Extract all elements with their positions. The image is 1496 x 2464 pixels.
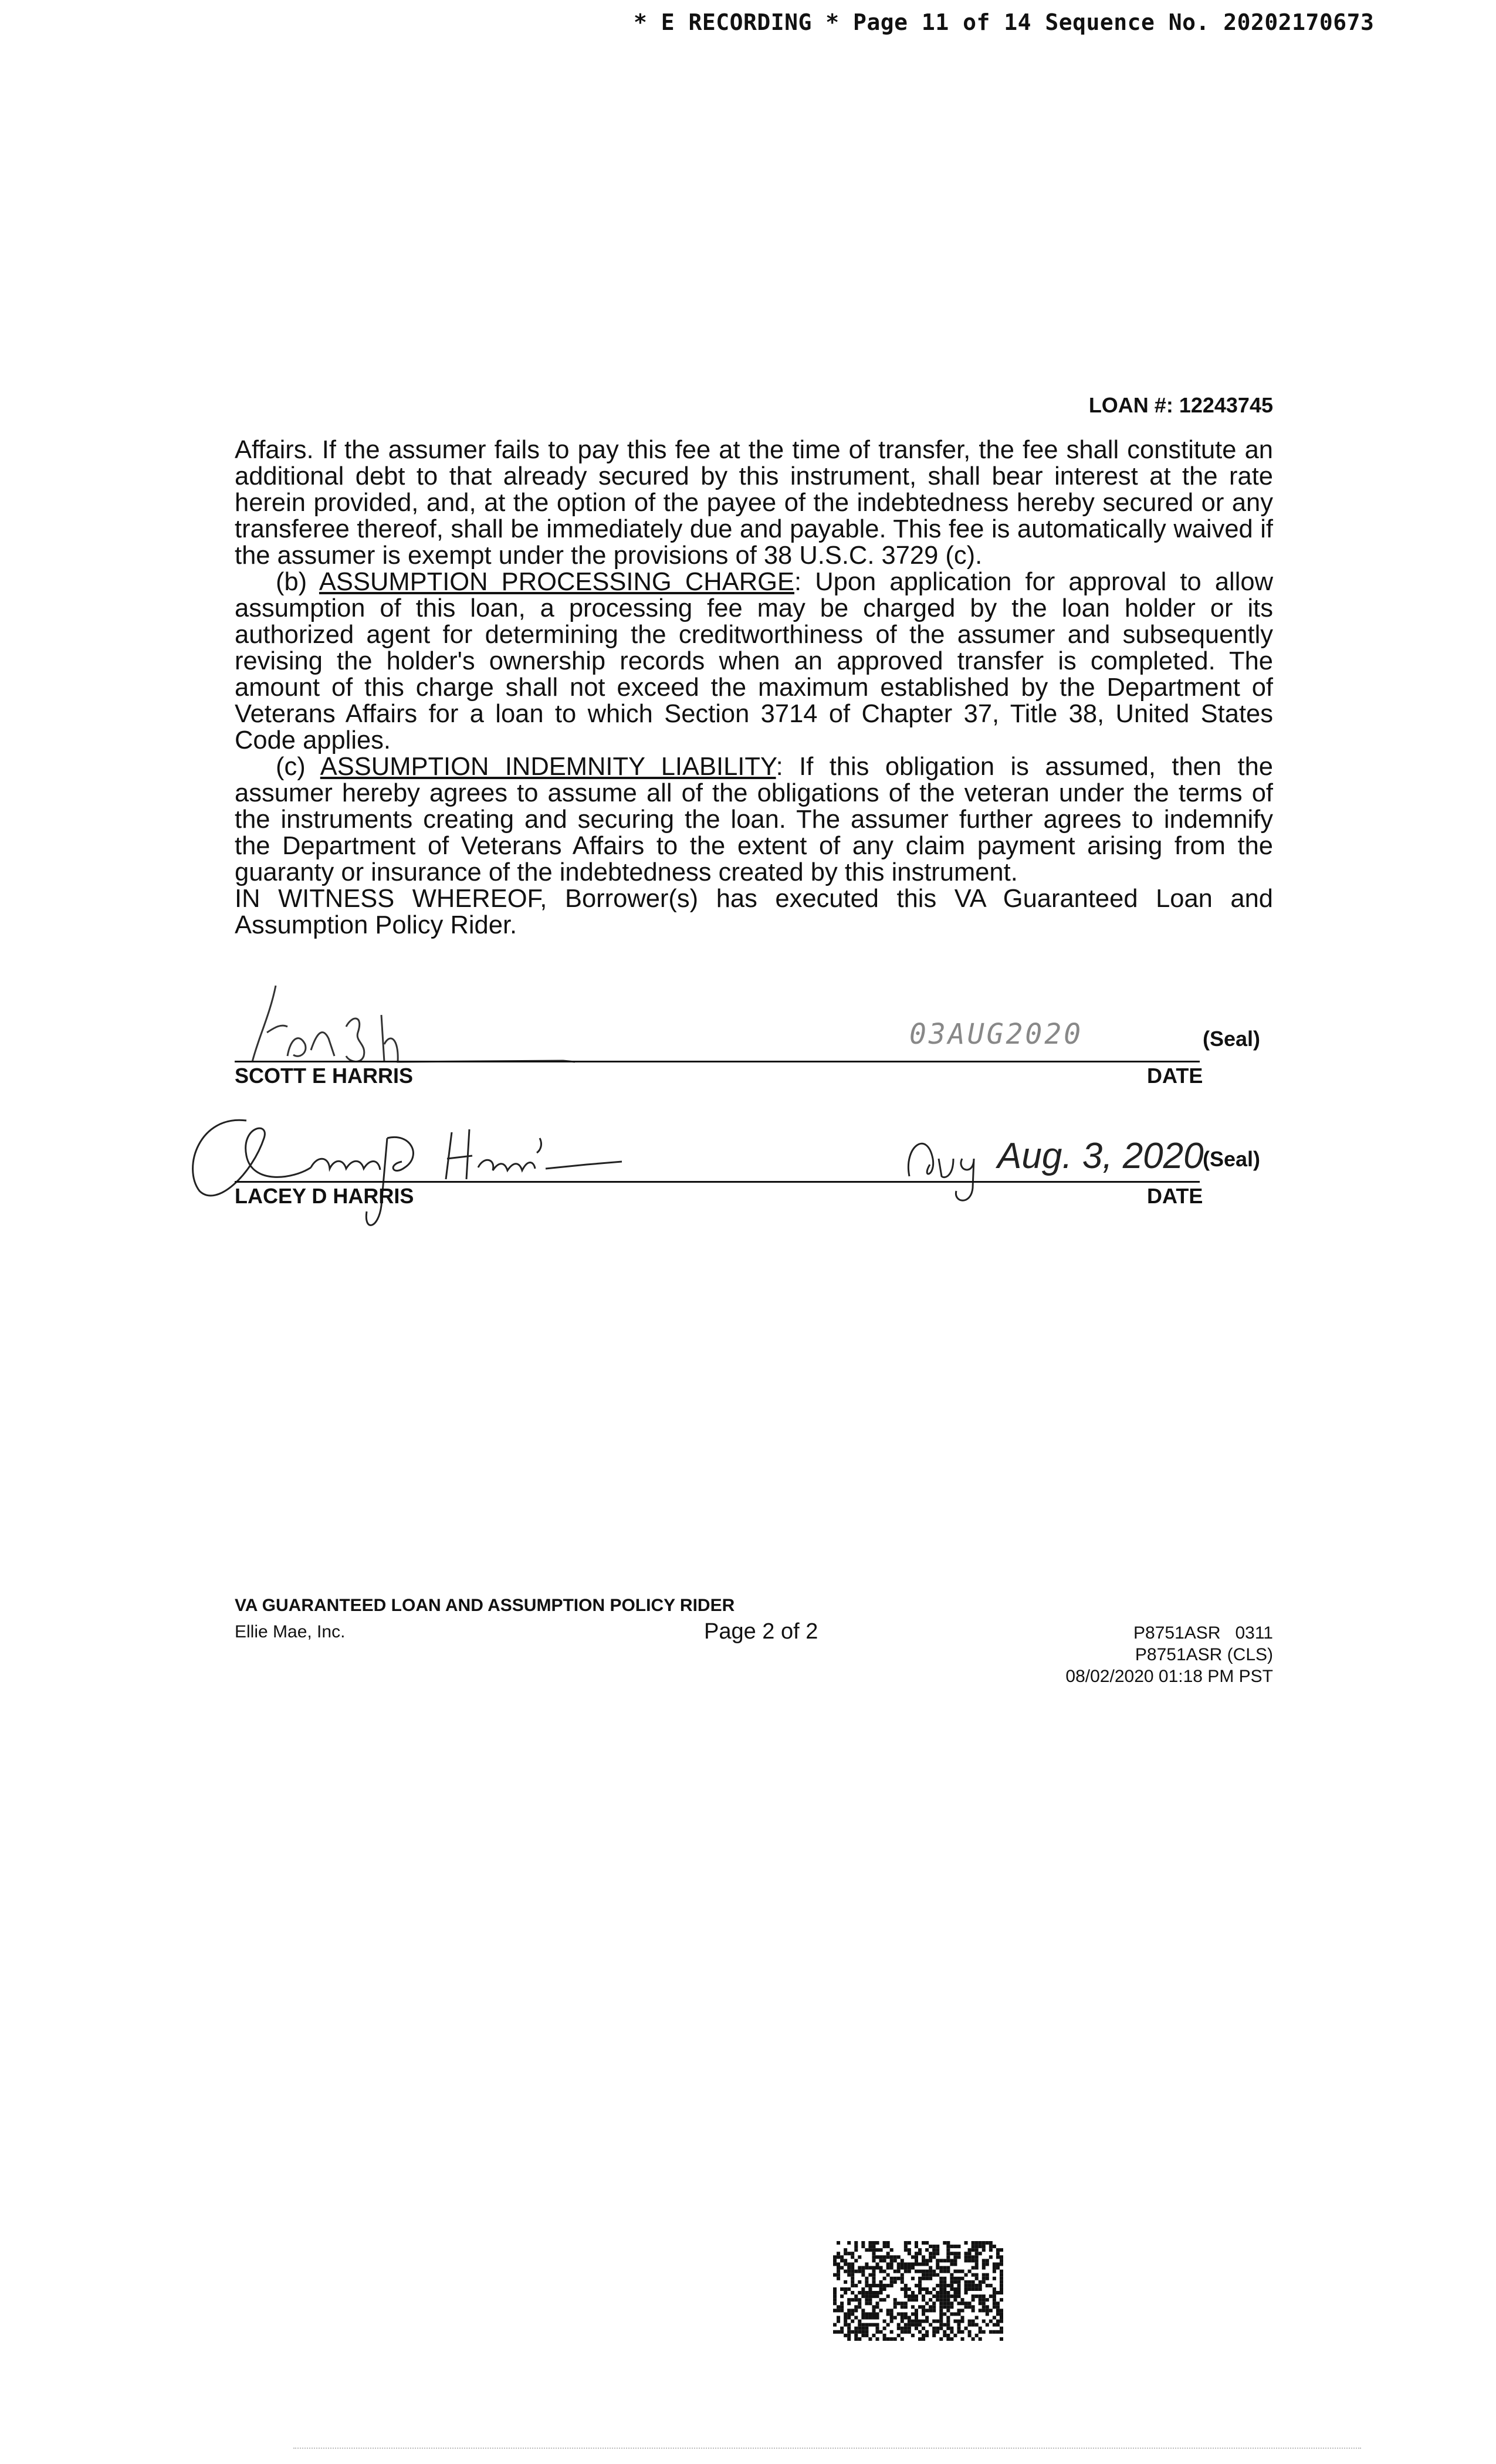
witness-clause: IN WITNESS WHEREOF, Borrower(s) has executed this VA Guaranteed Loan and Assumption Policy Rider. (235, 885, 1273, 939)
handwritten-date-2: Aug. 3, 2020 (997, 1136, 1204, 1176)
date-label-1: DATE (1147, 1064, 1203, 1088)
form-code-1: P8751ASR 0311 (1133, 1623, 1273, 1643)
signer-name-1: SCOTT E HARRIS (235, 1064, 414, 1088)
paragraph-c-text: : If this obligation is assumed, then the assumer hereby agrees to assume all of the obligations of the veteran under the terms of the instruments creating and securing the loan. The assumer further agrees to indemnify the Department of Veterans Affairs to the extent of any claim payment arising from the guaranty or insurance of the indebtedness created by this instrument. (235, 753, 1273, 886)
signer-name-2: LACEY D HARRIS (235, 1184, 414, 1208)
paragraph-b-heading: ASSUMPTION PROCESSING CHARGE (319, 568, 794, 596)
rider-body (235, 437, 1273, 886)
paragraph-c-heading: ASSUMPTION INDEMNITY LIABILITY (320, 753, 776, 781)
footer-timestamp: 08/02/2020 01:18 PM PST (1065, 1667, 1273, 1686)
barcode-image (833, 2241, 1003, 2341)
paragraph-b (235, 569, 1273, 754)
recording-header: * E RECORDING * Page 11 of 14 Sequence No. 20202170673 (634, 9, 1375, 35)
date-label-2: DATE (1147, 1184, 1203, 1208)
form-title: VA GUARANTEED LOAN AND ASSUMPTION POLICY RIDER (235, 1596, 735, 1615)
paragraph-b-text: : Upon application for approval to allow assumption of this loan, a processing fee may be charged by the loan holder or its authorized agent for determining the creditworthiness of the assumer and subsequently revising the holder's ownership records when an approved transfer is completed. The amount of this charge shall not exceed the maximum established by the Department of Veterans Affairs for a loan to which Section 3714 of Chapter 37, Title 38, United States Code applies. (235, 568, 1273, 754)
scan-artifact-line (293, 2448, 1361, 2449)
form-code-2: P8751ASR (CLS) (1135, 1645, 1273, 1664)
handwritten-date-1: 03AUG2020 (909, 1018, 1084, 1051)
paragraph-c (235, 754, 1273, 886)
paragraph-b-prefix: (b) (276, 568, 319, 596)
signature-lacey-harris (176, 1103, 657, 1244)
page-number: Page 2 of 2 (704, 1619, 818, 1644)
company-name: Ellie Mae, Inc. (235, 1622, 346, 1641)
signature-line-1 (235, 1061, 1200, 1062)
paragraph-c-prefix: (c) (276, 753, 320, 781)
paragraph-a-continuation: Affairs. If the assumer fails to pay this fee at the time of transfer, the fee shall constitute an additional debt to that already secured by this instrument, shall bear interest at the rate herein provided, and, at the option of the payee of the indebtedness hereby secured or any transferee thereof, shall be immediately due and payable. This fee is automatically waived if the assumer is exempt under the provisions of 38 U.S.C. 3729 (c). (235, 436, 1273, 570)
form-codes (997, 1622, 1273, 1687)
loan-number: LOAN #: 12243745 (1088, 393, 1273, 417)
seal-label-2: (Seal) (1203, 1147, 1261, 1171)
signature-scott-harris (235, 968, 645, 1074)
seal-label-1: (Seal) (1203, 1027, 1261, 1051)
signature-line-2 (235, 1181, 1200, 1183)
